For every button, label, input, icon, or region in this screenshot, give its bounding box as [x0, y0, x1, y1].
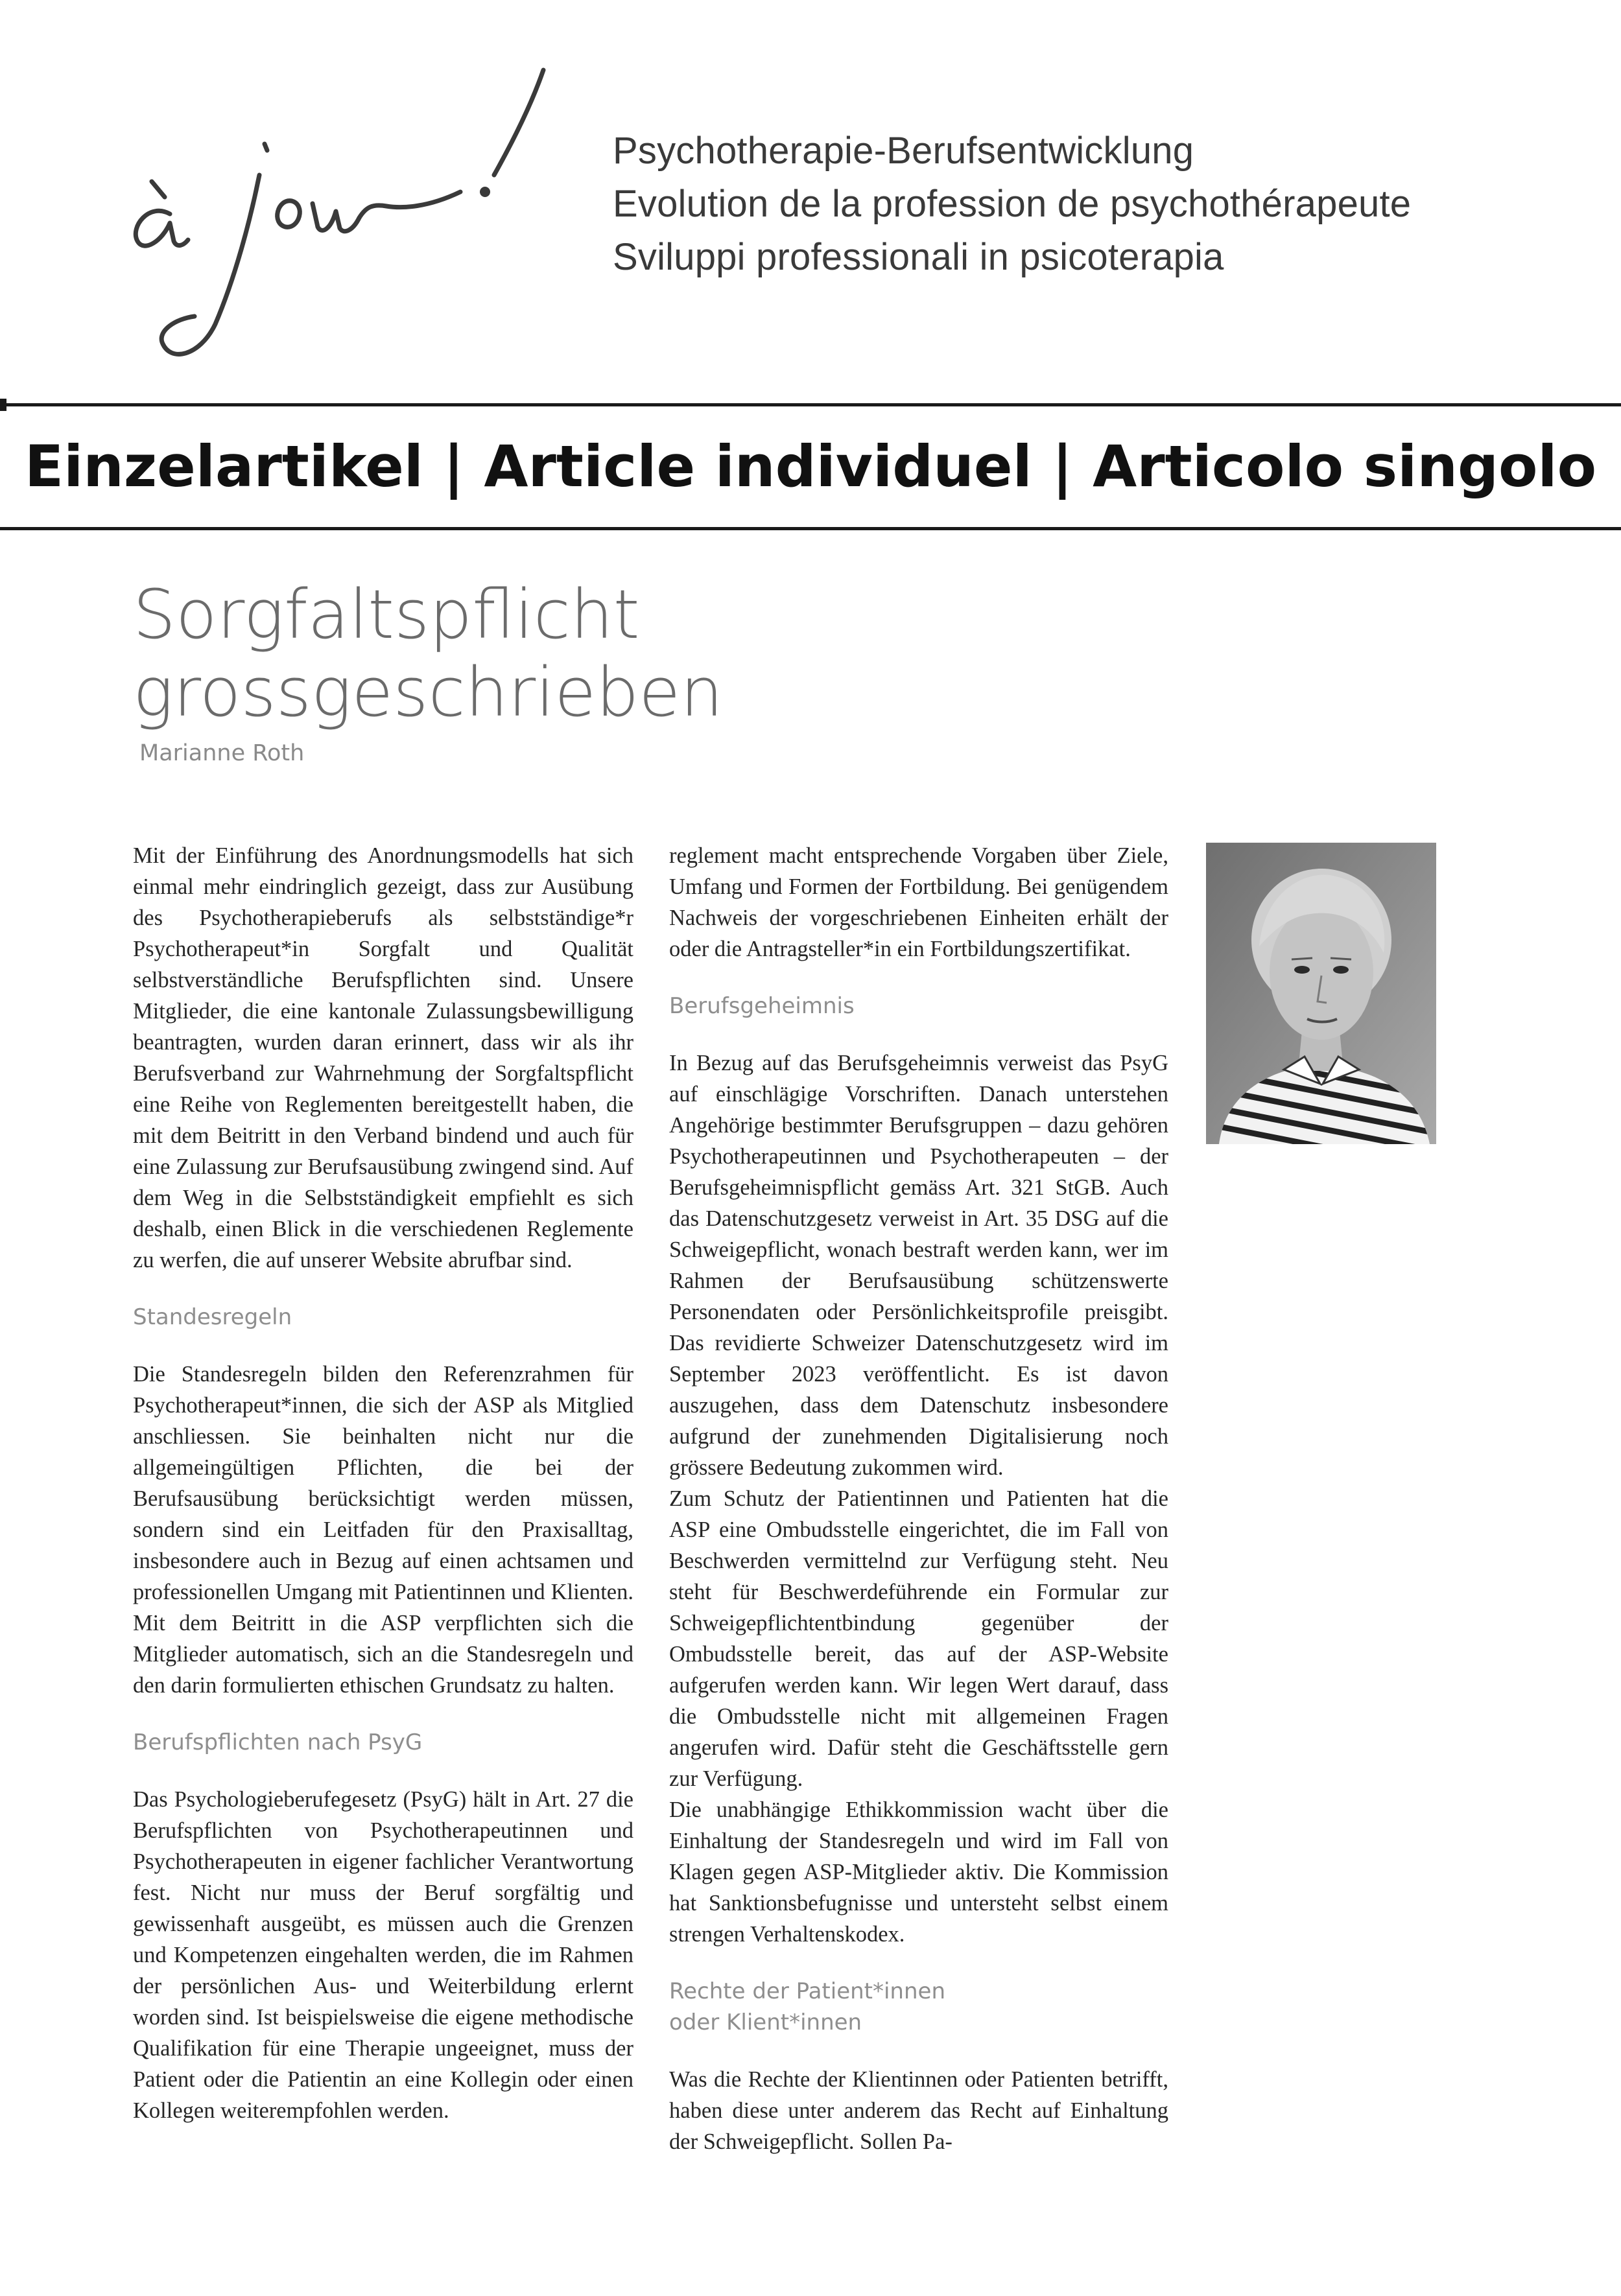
- section-heading: Berufspflichten nach PsyG: [133, 1729, 423, 1755]
- article-title: [133, 576, 846, 731]
- masthead-line-de: Psychotherapie-Berufsentwicklung: [613, 130, 1194, 172]
- paragraph: Die unabhängige Ethikkommission wacht über die Einhaltung der Standesregeln und wird im Fall von Klagen gegen ASP-Mitglieder aktiv. Die Kommission hat Sanktionsbefugnisse und untersteht selbst einem strengen Verhaltenskodex.: [669, 1798, 1168, 1947]
- banner-heading: Einzelartikel | Article individuel | Articolo singolo: [24, 433, 1597, 500]
- article-title-line-1: Sorgfaltspflicht: [133, 575, 640, 654]
- signature-logo: [97, 65, 564, 376]
- section-heading-line: oder Klient*innen: [669, 2009, 862, 2035]
- author-portrait: [1206, 843, 1436, 1144]
- paragraph: Zum Schutz der Patientinnen und Patienten hat die ASP eine Ombudsstelle eingerichtet, die im Fall von Beschwerden vermittelnd zur Verfügung steht. Neu steht für Beschwerdeführende ein Formular zur Schweigepflichtentbindung gegenüber der Ombudsstelle bereit, das auf der ASP-Website aufgerufen werden kann. Wir legen Wert darauf, dass die Ombudsstelle nicht mit allgemeinen Fragen angerufen wird. Dafür steht die Geschäftsstelle gern zur Verfügung.: [669, 1486, 1168, 1791]
- banner-bottom-rule: [0, 527, 1621, 530]
- paragraph: Die Standesregeln bilden den Referenzrahmen für Psychotherapeut*innen, die sich der ASP als Mitglied anschliessen. Sie beinhalten nicht nur die allgemeingültigen Pflichten, die bei der Berufsausübung berücksichtigt werden müssen, sondern sind ein Leitfaden für den Praxisalltag, insbesondere auch in Bezug auf einen achtsamen und professionellen Umgang mit Patientinnen und Klienten. Mit dem Beitritt in die ASP verpflichten sich die Mitglieder automatisch, sich an die Standesregeln und den darin formulierten ethischen Grundsatz zu halten.: [133, 1362, 633, 1698]
- paragraph: In Bezug auf das Berufsgeheimnis verweist das PsyG auf einschlägige Vorschriften. Danach unterstehen Angehörige bestimmter Berufsgruppen – dazu gehören Psychotherapeutinnen und Psychotherapeuten – der Berufsgeheimnispflicht gemäss Art. 321 StGB. Auch das Datenschutzgesetz verweist in Art. 35 DSG auf die Schweigepflicht, wonach bestraft werden kann, wer im Rahmen der Berufsausübung schützenswerte Personendaten oder Persönlichkeitsprofile preisgibt. Das revidierte Schweizer Datenschutzgesetz wird im September 2023 veröffentlicht. Es ist davon auszugehen, dass dem Datenschutz insbesondere aufgrund der zunehmenden Digitalisierung noch grössere Bedeutung zukommen wird.: [669, 1051, 1168, 1480]
- paragraph: Mit der Einführung des Anordnungsmodells hat sich einmal mehr eindringlich gezeigt, dass zur Ausübung des Psychotherapieberufs als selbstständige*r Psychotherapeut*in Sorgfalt und Qualität selbstverständliche Berufspflichten sind. Unsere Mitglieder, die eine kantonale Zulassungsbewilligung beantragten, wurden daran erinnert, dass wir als ihr Berufsverband zur Wahrnehmung der Sorgfaltspflicht eine Reihe von Reglementen bereitgestellt haben, die mit dem Beitritt in den Verband bindend und auch für eine Zulassung zur Berufsausübung zwingend sind. Auf dem Weg in die Selbstständigkeit empfiehlt es sich deshalb, einen Blick in die verschiedenen Reglemente zu werfen, die auf unserer Website abrufbar sind.: [133, 843, 633, 1272]
- banner-top-rule: [0, 403, 1621, 406]
- section-heading: [669, 1976, 1168, 2038]
- article-title-line-2: grossgeschrieben: [133, 653, 724, 732]
- paragraph: reglement macht entsprechende Vorgaben über Ziele, Umfang und Formen der Fortbildung. Bei genügendem Nachweis der vorgeschriebenen Einheiten erhält der oder die Antragsteller*in ein Fortbildungszertifikat.: [669, 843, 1168, 961]
- section-heading: Berufsgeheimnis: [669, 993, 855, 1019]
- section-heading-line: Rechte der Patient*innen: [669, 1978, 945, 2004]
- masthead-line-it: Sviluppi professionali in psicoterapia: [613, 236, 1224, 278]
- paragraph: Das Psychologieberufegesetz (PsyG) hält in Art. 27 die Berufspflichten von Psychotherapeutinnen und Psychotherapeuten in eigener fachlicher Verantwortung fest. Nicht nur muss der Beruf sorgfältig und gewissenhaft ausgeübt, es müssen auch die Grenzen und Kompetenzen eingehalten werden, die im Rahmen der persönlichen Aus- und Weiterbildung erlernt worden sind. Ist beispielsweise die eigene methodische Qualifikation für eine Therapie ungeeignet, muss der Patient oder die Patientin an eine Kollegin oder einen Kollegen weiterempfohlen werden.: [133, 1787, 633, 2123]
- article-column-2: [669, 840, 1168, 2157]
- portrait-image: [1206, 843, 1436, 1144]
- masthead-subtitles: [613, 124, 1553, 284]
- paragraph: Was die Rechte der Klientinnen oder Patienten betrifft, haben diese unter anderem das Recht auf Einhaltung der Schweigepflicht. Sollen Pa-: [669, 2067, 1168, 2154]
- masthead-line-fr: Evolution de la profession de psychothérapeute: [613, 183, 1412, 225]
- article-author: Marianne Roth: [139, 740, 305, 766]
- section-heading: Standesregeln: [133, 1304, 292, 1330]
- article-column-1: [133, 840, 633, 2126]
- brand-logo: [97, 65, 564, 376]
